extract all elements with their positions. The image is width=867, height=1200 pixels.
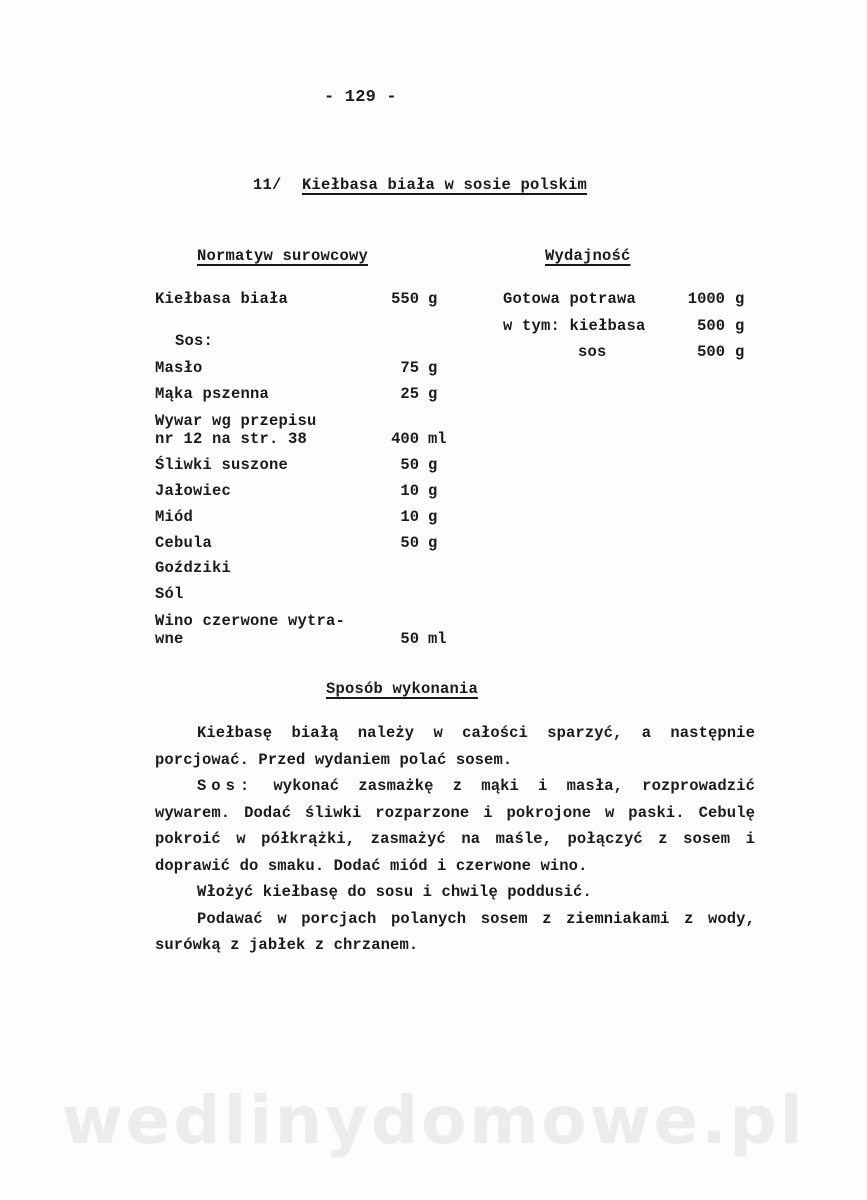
- ingredient-qty: 75: [400, 359, 419, 377]
- method-text: [155, 720, 755, 959]
- ingredient-unit: ml: [428, 430, 447, 448]
- ingredient-name: Cebula: [155, 534, 213, 552]
- ingredient-qty: 50: [400, 456, 419, 474]
- recipe-title: Kiełbasa biała w sosie polskim: [302, 176, 588, 194]
- ingredient-name-cont: wne: [155, 630, 184, 648]
- yield-unit: g: [735, 317, 745, 335]
- yield-heading: Wydajność: [545, 247, 631, 265]
- ingredient-unit: g: [428, 385, 438, 403]
- ingredient-name: Miód: [155, 508, 194, 526]
- yield-label: w tym: kiełbasa: [503, 317, 646, 335]
- ingredient-qty: 10: [400, 508, 419, 526]
- yield-qty: 1000: [687, 290, 725, 308]
- ingredient-name: Goździki: [155, 559, 232, 577]
- ingredient-qty: 25: [400, 385, 419, 403]
- ingredient-name: Kiełbasa biała: [155, 290, 289, 308]
- sauce-label: Sos:: [175, 332, 214, 350]
- ingredient-unit: g: [428, 482, 438, 500]
- yield-qty: 500: [697, 343, 725, 361]
- ingredient-name: Wino czerwone wytra-: [155, 612, 346, 630]
- yield-label: sos: [578, 343, 607, 361]
- ingredients-heading: Normatyw surowcowy: [197, 247, 369, 265]
- ingredient-qty: 50: [400, 534, 419, 552]
- ingredient-name-cont: nr 12 na str. 38: [155, 430, 308, 448]
- method-heading: Sposób wykonania: [326, 680, 479, 698]
- ingredient-name: Masło: [155, 359, 203, 377]
- ingredient-unit: g: [428, 359, 438, 377]
- ingredient-qty: 400: [391, 430, 419, 448]
- ingredient-qty: 10: [400, 482, 419, 500]
- ingredient-unit: g: [428, 290, 438, 308]
- method-paragraph: Włożyć kiełbasę do sosu i chwilę poddusić.: [197, 883, 592, 901]
- watermark: wedlinydomowe.pl: [61, 1082, 806, 1159]
- sauce-label-spaced: Sos:: [197, 777, 255, 795]
- ingredient-name: Wywar wg przepisu: [155, 412, 317, 430]
- recipe-number: 11/: [253, 176, 282, 194]
- ingredient-qty: 550: [391, 290, 419, 308]
- method-paragraph: Kiełbasę białą należy w całości sparzyć, a następnie porcjować. Przed wydaniem polać sosem.: [155, 724, 755, 769]
- ingredient-name: Jałowiec: [155, 482, 232, 500]
- ingredient-unit: g: [428, 456, 438, 474]
- yield-qty: 500: [697, 317, 725, 335]
- page-number: - 129 -: [324, 88, 397, 107]
- ingredient-unit: ml: [428, 630, 447, 648]
- method-paragraph: [155, 773, 755, 879]
- method-sauce-text: wykonać zasmażkę z mąki i masła, rozprowadzić wywarem. Dodać śliwki rozparzone i pokrojone w paski. Cebulę pokroić w półkrążki, zasmażyć na maśle, połączyć z sosem i doprawić do smaku. Dodać miód i czerwone wino.: [155, 777, 755, 875]
- ingredient-unit: g: [428, 508, 438, 526]
- yield-label: Gotowa potrawa: [503, 290, 637, 308]
- yield-unit: g: [735, 290, 745, 308]
- ingredient-qty: 50: [400, 630, 419, 648]
- yield-unit: g: [735, 343, 745, 361]
- ingredient-unit: g: [428, 534, 438, 552]
- ingredient-name: Mąka pszenna: [155, 385, 270, 403]
- ingredient-name: Sól: [155, 585, 184, 603]
- ingredient-name: Śliwki suszone: [155, 456, 289, 474]
- method-paragraph: Podawać w porcjach polanych sosem z ziemniakami z wody, surówką z jabłek z chrzanem.: [155, 909, 755, 954]
